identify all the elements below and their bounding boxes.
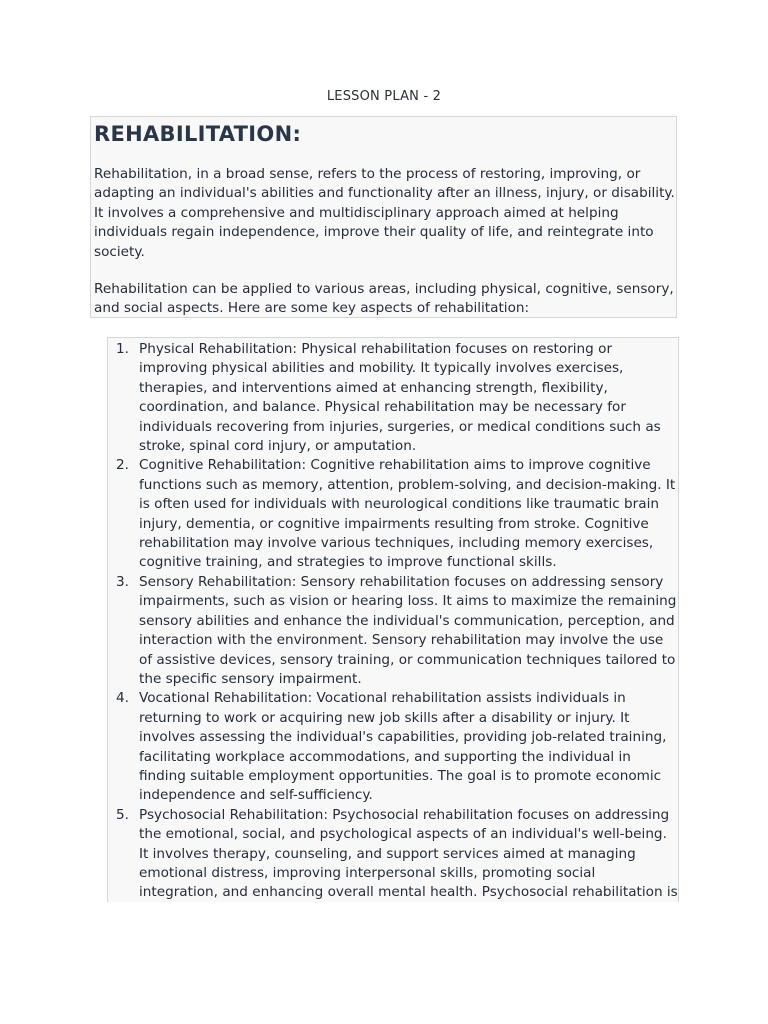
page-header: LESSON PLAN - 2	[326, 89, 442, 104]
aspects-list	[108, 338, 678, 902]
list-item-number: 5.	[116, 806, 129, 823]
list-item	[108, 689, 678, 805]
intro-section	[90, 116, 677, 318]
list-item-number: 2.	[116, 457, 129, 474]
list-item-text: Physical Rehabilitation: Physical rehabilitation focuses on restoring or improving physical abilities and mobility. It typically involves exercises, therapies, and interventions aimed at enhancing strength, flexibility, coordination, and balance. Physical rehabilitation may be necessary for individuals recovering from injuries, surgeries, or medical conditions such as stroke, spinal cord injury, or amputation.	[139, 341, 661, 455]
list-item	[108, 340, 678, 456]
list-item-number: 3.	[116, 573, 129, 590]
list-item-text: Sensory Rehabilitation: Sensory rehabilitation focuses on addressing sensory impairments, such as vision or hearing loss. It aims to maximize the remaining sensory abilities and enhance the individual's communication, perception, and interaction with the environment. Sensory rehabilitation may involve the use of assistive devices, sensory training, or communication techniques tailored to the specific sensory impairment.	[139, 573, 677, 687]
intro-paragraph: Rehabilitation can be applied to various areas, including physical, cognitive, sensory, and social aspects. Here are some key aspects of rehabilitation:	[94, 281, 674, 317]
list-item-number: 4.	[116, 690, 129, 707]
section-heading: REHABILITATION:	[94, 122, 302, 146]
list-item-text: Vocational Rehabilitation: Vocational rehabilitation assists individuals in returning to work or acquiring new job skills after a disability or injury. It involves assessing the individual's capabilities, providing job-related training, facilitating workplace accommodations, and supporting the individual in finding suitable employment opportunities. The goal is to promote economic independence and self-sufficiency.	[139, 690, 667, 804]
list-item	[108, 806, 678, 902]
list-item	[108, 456, 678, 572]
list-item	[108, 573, 678, 689]
intro-paragraph: Rehabilitation, in a broad sense, refers to the process of restoring, improving, or adapting an individual's abilities and functionality after an illness, injury, or disability. It involves a comprehensive and multidisciplinary approach aimed at helping individuals regain independence, improve their quality of life, and reintegrate into society.	[94, 166, 675, 260]
list-item-text: Psychosocial Rehabilitation: Psychosocial rehabilitation focuses on addressing the emotional, social, and psychological aspects of an individual's well-being. It involves therapy, counseling, and support services aimed at managing emotional distress, improving interpersonal skills, promoting social integration, and enhancing overall mental health. Psychosocial rehabilitation is	[139, 806, 678, 901]
list-item-text: Cognitive Rehabilitation: Cognitive rehabilitation aims to improve cognitive functions such as memory, attention, problem-solving, and decision-making. It is often used for individuals with neurological conditions like traumatic brain injury, dementia, or cognitive impairments resulting from stroke. Cognitive rehabilitation may involve various techniques, including memory exercises, cognitive training, and strategies to improve functional skills.	[139, 457, 676, 571]
list-item-number: 1.	[116, 341, 129, 357]
aspects-section	[107, 337, 679, 902]
